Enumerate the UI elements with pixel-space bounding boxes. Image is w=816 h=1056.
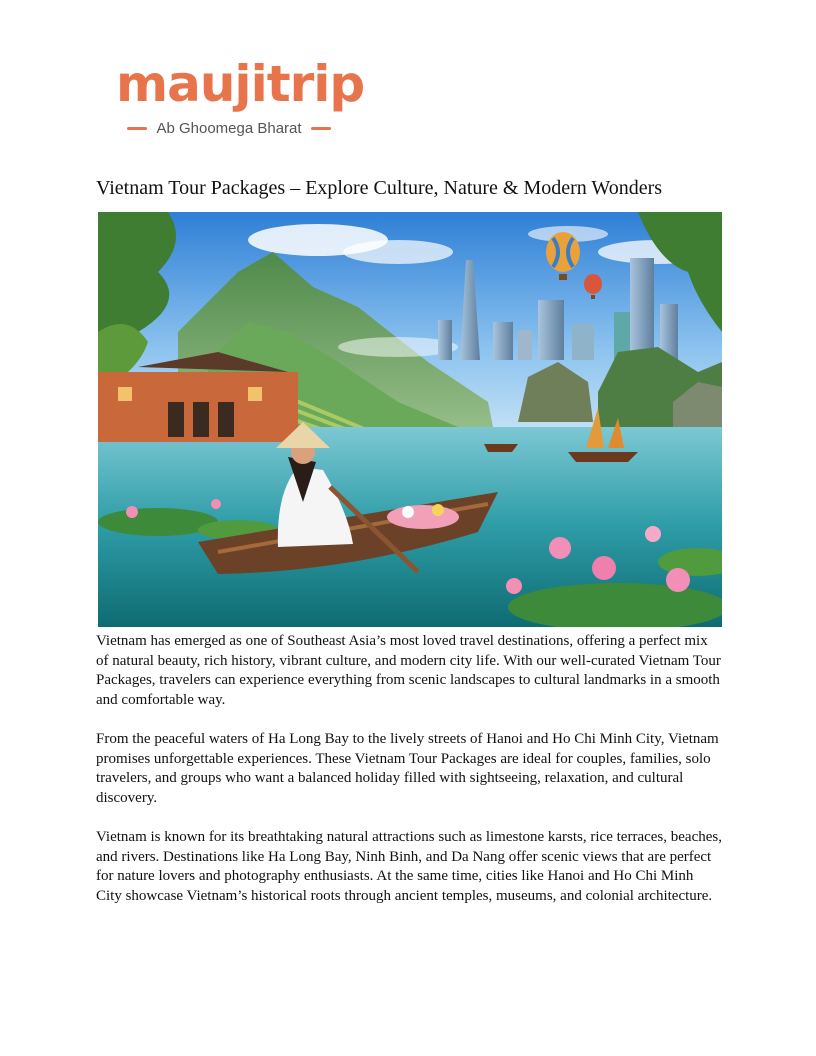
hero-image-vietnam-landscape (98, 212, 722, 627)
logo-tagline: Ab Ghoomega Bharat (156, 119, 302, 137)
logo-tagline-row (116, 118, 342, 138)
paragraph-destinations: From the peaceful waters of Ha Long Bay to the lively streets of Hanoi and Ho Chi Minh City, Vietnam promises unforgettable experiences. These Vietnam Tour Packages are ideal for couples, families, solo travelers, and groups who want a balanced holiday filled with sightseeing, relaxation, and cultural discovery. (96, 730, 719, 806)
logo-wordmark: maujitrip (116, 55, 365, 113)
tagline-dash-left (127, 127, 147, 130)
maujitrip-logo (116, 54, 365, 140)
paragraph-attractions: Vietnam is known for its breathtaking natural attractions such as limestone karsts, rice terraces, beaches, and rivers. Destinations like Ha Long Bay, Ninh Binh, and Da Nang offer scenic views that are perfect for nature lovers and photography enthusiasts. At the same time, cities like Hanoi and Ho Chi Minh City showcase Vietnam’s historical roots through ancient temples, museums, and colonial architecture. (96, 828, 722, 904)
paragraph-intro: Vietnam has emerged as one of Southeast Asia’s most loved travel destinations, offering a perfect mix of natural beauty, rich history, vibrant culture, and modern city life. With our well-curated Vietnam Tour Packages, travelers can experience everything from scenic landscapes to cultural landmarks in a smooth and comfortable way. (96, 633, 721, 708)
page-title: Vietnam Tour Packages – Explore Culture, Nature & Modern Wonders (96, 177, 663, 199)
article-body (96, 632, 722, 926)
tagline-dash-right (311, 127, 331, 130)
